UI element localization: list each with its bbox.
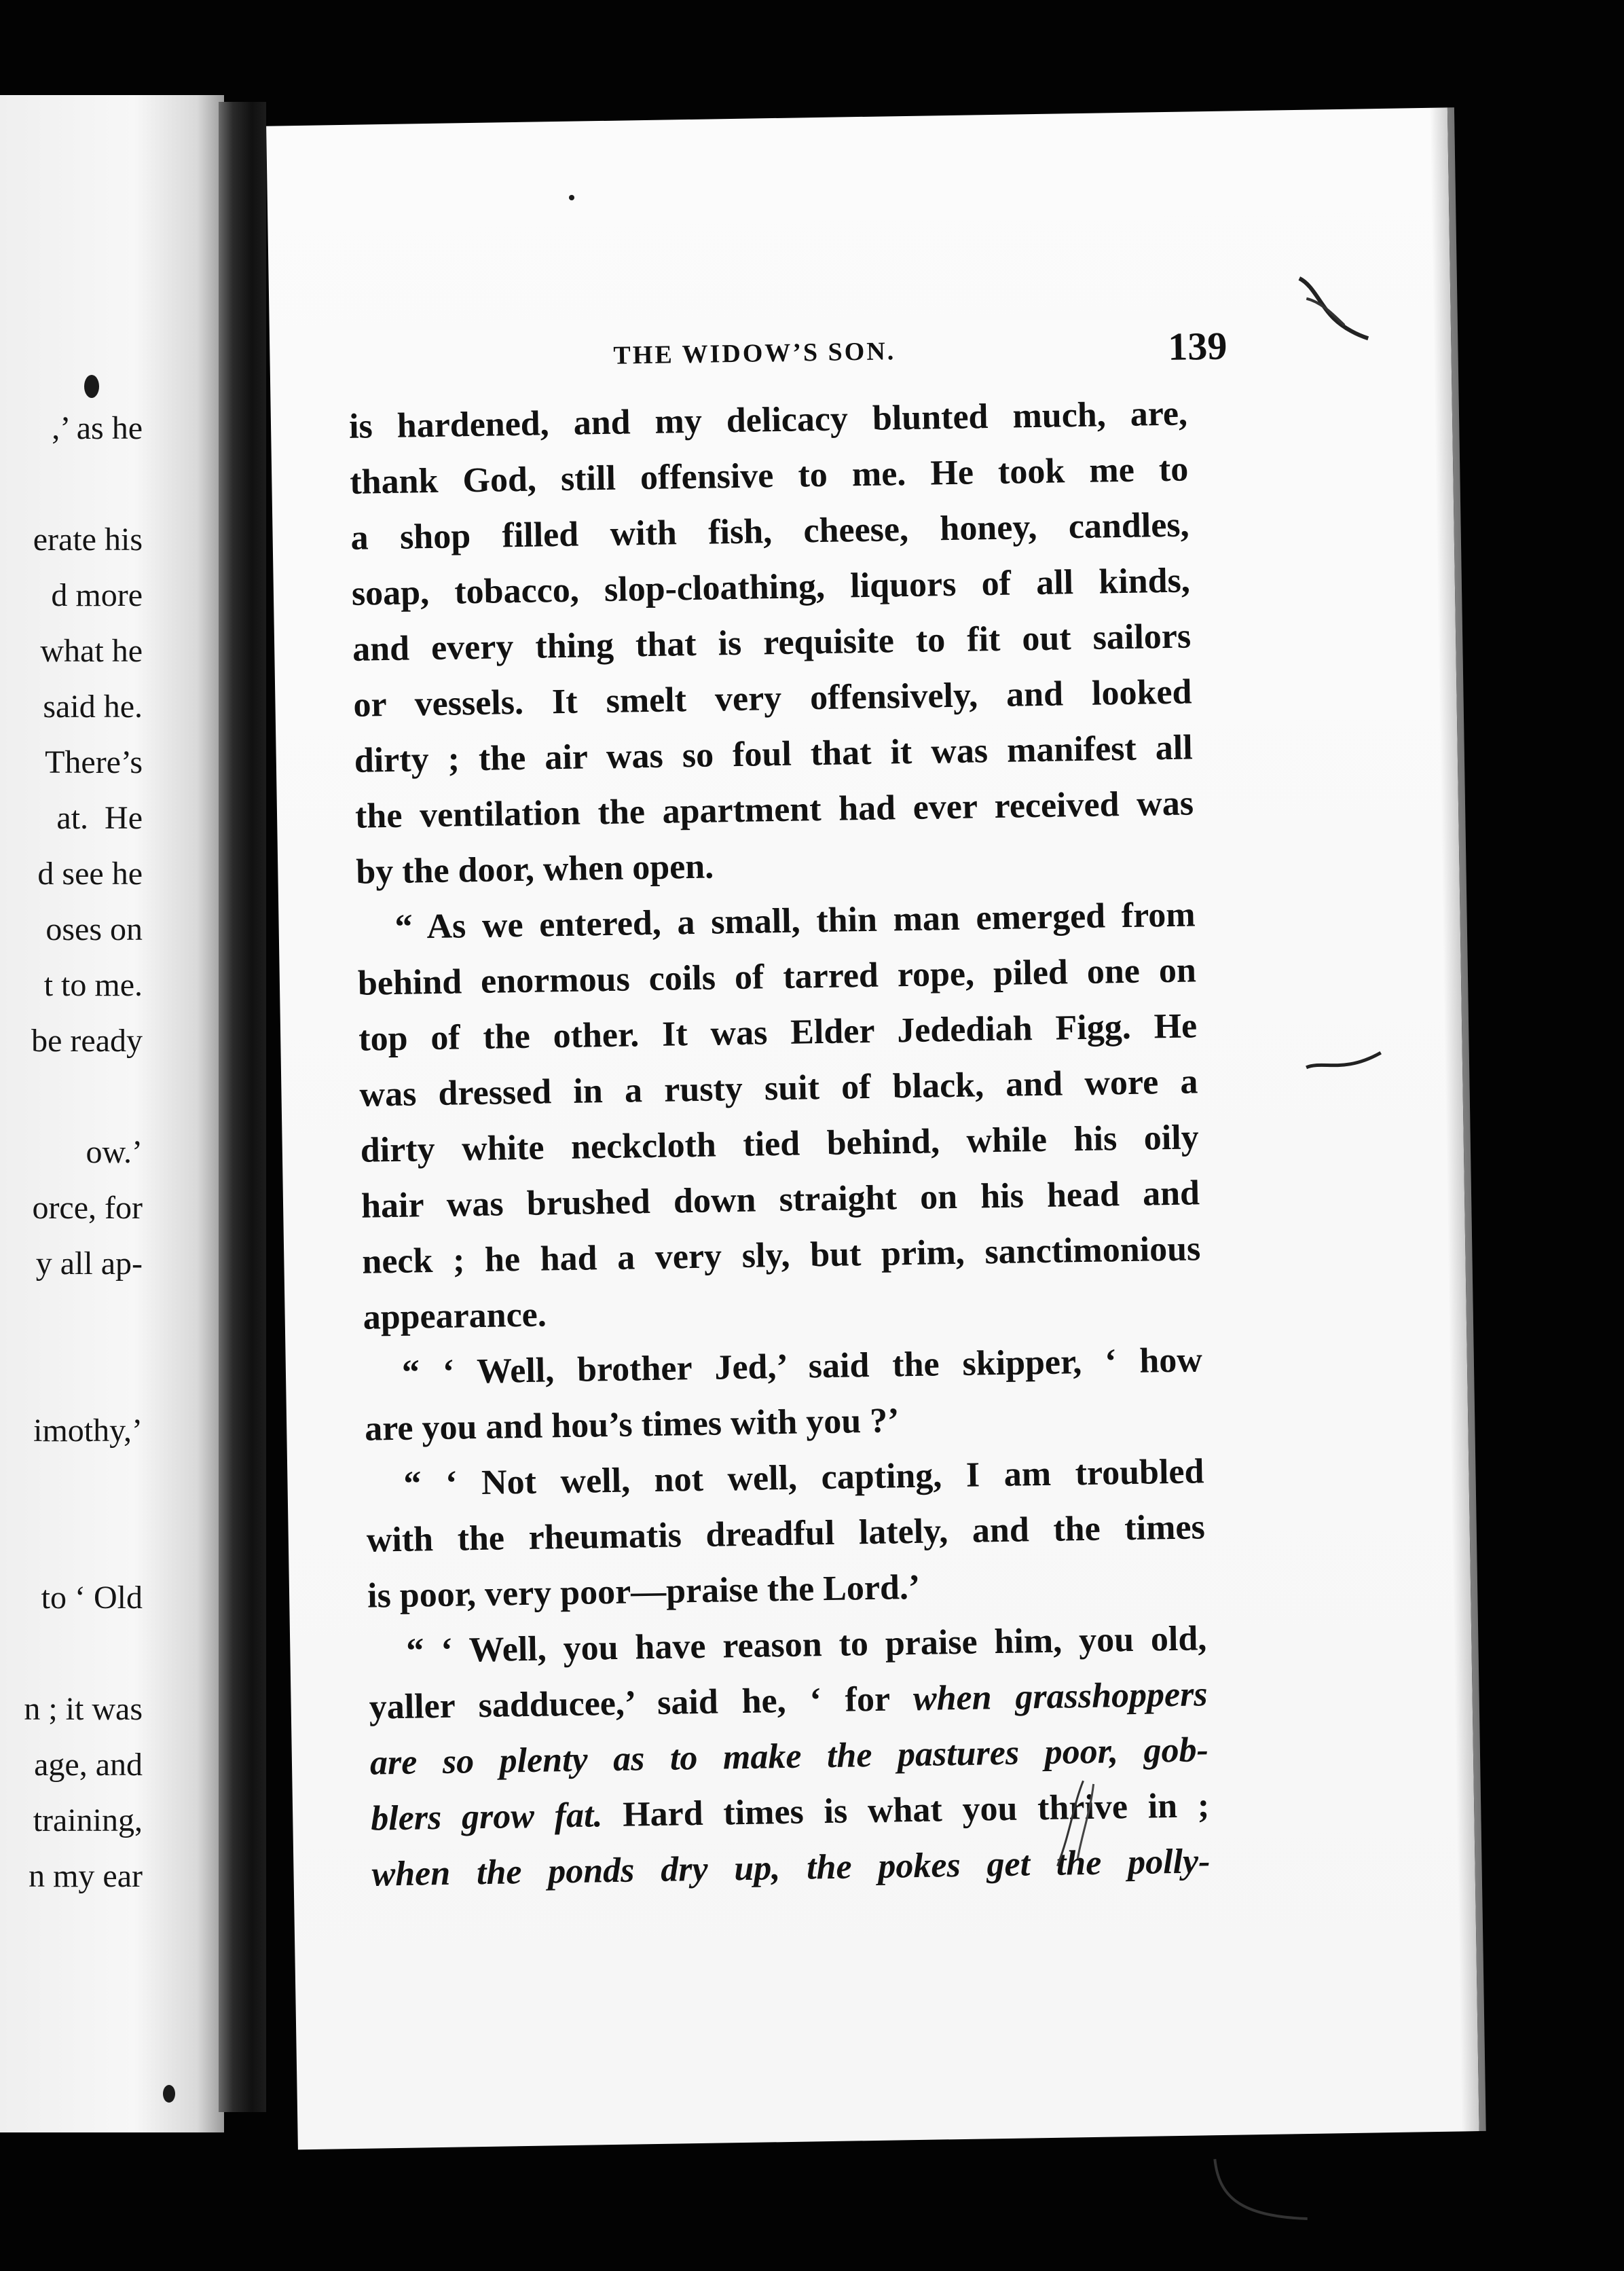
previous-page-line: orce, for (32, 1190, 143, 1226)
text-line-italic: when grasshoppers (912, 1675, 1208, 1719)
previous-page-line: imothy,’ (33, 1413, 143, 1449)
previous-page-line: what he (40, 633, 143, 669)
previous-page-line (0, 1459, 143, 1514)
text-line-roman: “ As we entered, a small, thin man emerged from (394, 895, 1196, 947)
previous-page-line (0, 1292, 143, 1347)
text-line-italic: when the ponds dry up, the pokes get the polly- (371, 1842, 1211, 1894)
text-line-roman: dirty ; the air was so foul that it was manifest all (354, 728, 1194, 780)
text-line-italic: blers grow fat. (370, 1796, 603, 1838)
previous-page-line (0, 1514, 143, 1570)
previous-page-line: d see he (37, 856, 143, 892)
pencil-mark (1211, 2154, 1314, 2230)
text-line-roman: hair was brushed down straight on his head and (361, 1174, 1200, 1226)
previous-page-line: age, and (34, 1747, 143, 1783)
previous-page-text (0, 401, 143, 1904)
previous-page-line: ,’ as he (52, 410, 143, 446)
text-line-roman: behind enormous coils of tarred rope, piled one on (357, 951, 1197, 1003)
text-line-roman: dirty white neckcloth tied behind, while his oily (360, 1118, 1200, 1170)
text-line-roman: thank God, still offensive to me. He took me to (349, 450, 1189, 502)
text-line-roman: with the rheumatis dreadful lately, and the times (366, 1508, 1206, 1560)
text-line-roman: appearance. (363, 1295, 547, 1337)
previous-page-line: said he. (43, 689, 143, 725)
pencil-mark (1042, 1777, 1098, 1873)
previous-page-line: oses on (45, 911, 143, 947)
text-line-roman: was dressed in a rusty suit of black, and wore a (359, 1062, 1198, 1114)
running-head-title: THE WIDOW’S SON. (613, 337, 896, 370)
text-line-roman: “ ‘ Well, you have reason to praise him, you old, (405, 1619, 1207, 1671)
text-line-roman: the ventilation the apartment had ever received was (354, 784, 1194, 836)
previous-page-line: erate his (33, 522, 143, 558)
text-line-italic: are so plenty as to make the pastures poor, gob- (369, 1730, 1209, 1783)
text-line-roman: top of the other. It was Elder Jedediah Figg. He (358, 1006, 1198, 1059)
text-line-roman: neck ; he had a very sly, but prim, sanctimonious (361, 1229, 1201, 1282)
page-number: 139 (1167, 323, 1228, 369)
pencil-mark (1303, 1046, 1385, 1088)
text-line-roman: “ ‘ Well, brother Jed,’ said the skipper, ‘ how (401, 1341, 1203, 1392)
previous-page-line: n my ear (29, 1858, 143, 1894)
text-line-roman: is poor, very poor—praise the Lord.’ (367, 1567, 921, 1616)
text-line-roman: “ ‘ Not well, not well, capting, I am troubled (403, 1452, 1204, 1504)
previous-page-line: t to me. (43, 967, 143, 1003)
previous-page-fragment (0, 95, 224, 2132)
previous-page-line (0, 456, 143, 512)
book-page (266, 107, 1486, 2149)
dust-speck (84, 375, 99, 398)
dust-speck (569, 195, 574, 200)
pencil-mark (1293, 270, 1376, 346)
previous-page-line: y all ap- (35, 1246, 143, 1282)
text-line-roman: by the door, when open. (355, 847, 714, 892)
text-line-roman: a shop filled with fish, cheese, honey, candles, (350, 505, 1189, 558)
previous-page-line: ow.’ (86, 1134, 143, 1170)
previous-page-line: n ; it was (24, 1691, 143, 1727)
text-line-roman: is hardened, and my delicacy blunted much, are, (348, 394, 1188, 446)
previous-page-line: d more (51, 577, 143, 613)
previous-page-line (0, 1626, 143, 1682)
previous-page-line (0, 1069, 143, 1125)
previous-page-line: to ‘ Old (41, 1580, 143, 1616)
text-line-roman: and every thing that is requisite to fit out sailors (352, 617, 1192, 669)
text-line-roman: or vessels. It smelt very offensively, and looked (353, 672, 1192, 725)
text-line-roman: yaller sadducee,’ said he, ‘ for (369, 1679, 914, 1727)
dust-speck (163, 2085, 175, 2103)
text-line-roman: are you and hou’s times with you ?’ (364, 1401, 900, 1449)
book-gutter (219, 102, 266, 2112)
previous-page-line: be ready (31, 1023, 143, 1059)
text-line-roman: soap, tobacco, slop-cloathing, liquors of all kinds, (351, 561, 1191, 613)
previous-page-line: at. He (56, 800, 143, 836)
previous-page-line: training, (33, 1802, 143, 1838)
previous-page-line: There’s (45, 744, 143, 780)
running-head (337, 323, 1234, 384)
page-body-text (348, 386, 1211, 1902)
text-line-roman: Hard times is what you thrive in ; (602, 1786, 1210, 1835)
previous-page-line (0, 1347, 143, 1403)
